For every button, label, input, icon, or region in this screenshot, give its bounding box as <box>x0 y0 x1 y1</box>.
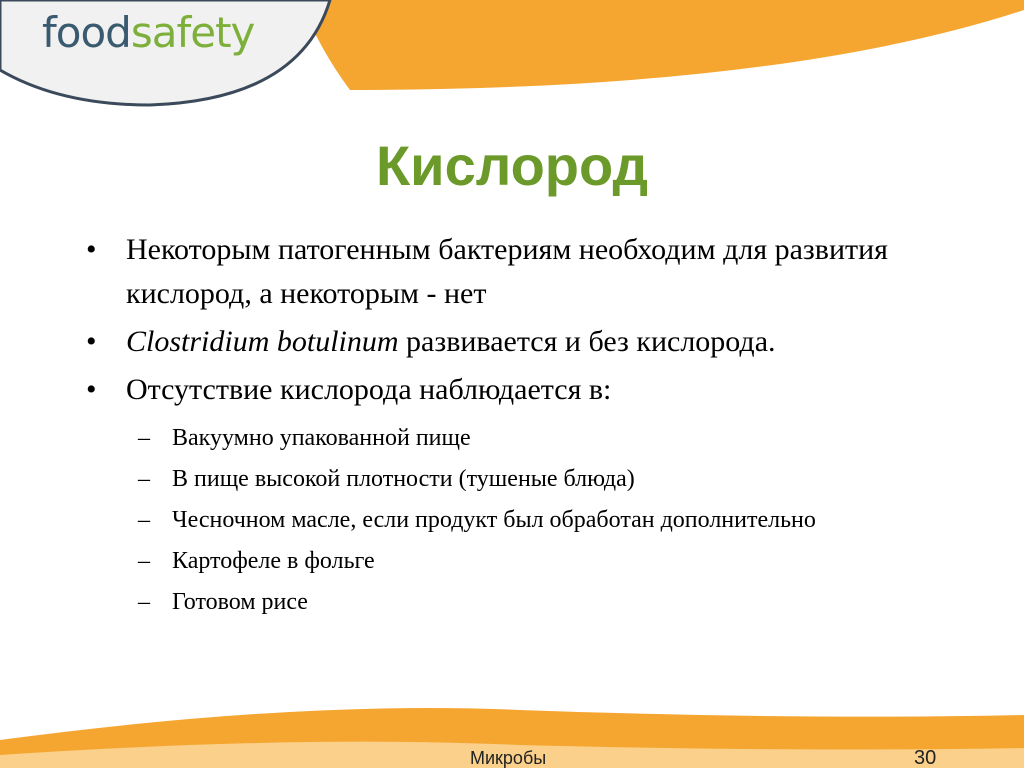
logo-food-text: food <box>42 8 131 57</box>
sub-bullet-text: В пище высокой плотности (тушеные блюда) <box>172 466 635 492</box>
sub-bullet-mark: – <box>138 589 150 615</box>
top-orange-swoosh <box>300 0 1024 90</box>
sub-bullet-text: Вакуумно упакованной пище <box>172 425 471 451</box>
slide-title: Кислород <box>375 134 648 197</box>
sub-bullet-list <box>126 423 960 617</box>
sub-bullet-item <box>126 423 960 453</box>
sub-bullet-text: Картофеле в фольге <box>172 548 375 574</box>
sub-bullet-mark: – <box>138 466 150 492</box>
sub-bullet-mark: – <box>138 425 150 451</box>
sub-bullet-text: Чесночном масле, если продукт был обработан дополнительно <box>172 507 816 533</box>
bullet-item <box>80 368 960 617</box>
sub-bullet-item <box>126 464 960 494</box>
footer-label: Микробы <box>470 748 547 768</box>
bullet-item <box>80 320 960 364</box>
bullet-text: развивается и без кислорода. <box>398 325 776 358</box>
bullet-mark: • <box>86 233 97 266</box>
sub-bullet-text: Готовом рисе <box>172 589 308 615</box>
bullet-italic-species: Clostridium botulinum <box>126 325 399 358</box>
sub-bullet-mark: – <box>138 548 150 574</box>
sub-bullet-item <box>126 587 960 617</box>
bullet-mark: • <box>86 373 97 406</box>
bullet-mark: • <box>86 325 97 358</box>
foodsafety-logo <box>42 8 255 57</box>
bullet-list <box>80 228 960 621</box>
bullet-item <box>80 228 960 316</box>
bullet-text: Отсутствие кислорода наблюдается в: <box>126 373 612 406</box>
sub-bullet-item <box>126 505 960 535</box>
sub-bullet-item <box>126 546 960 576</box>
logo-safety-text: safety <box>130 8 255 57</box>
sub-bullet-mark: – <box>138 507 150 533</box>
page-number: 30 <box>914 747 937 768</box>
bullet-text: Некоторым патогенным бактериям необходим для развития кислород, а некоторым - нет <box>126 233 888 310</box>
